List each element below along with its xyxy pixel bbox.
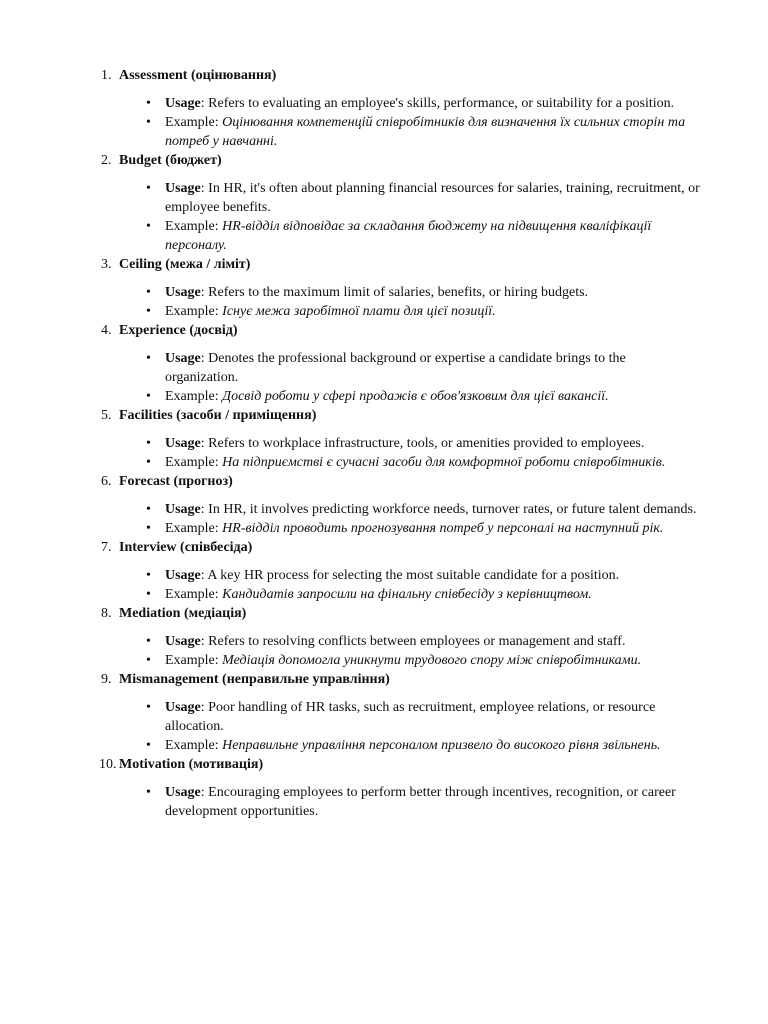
term-details xyxy=(0,558,768,604)
usage-label: Usage xyxy=(165,351,201,366)
usage-label: Usage xyxy=(165,568,201,583)
term-item xyxy=(0,66,768,151)
usage-separator: : xyxy=(200,502,209,517)
example-bullet xyxy=(0,651,768,670)
usage-label: Usage xyxy=(165,785,201,800)
term-number: 1. xyxy=(101,68,112,83)
term-heading xyxy=(0,406,768,426)
term-details xyxy=(0,690,768,755)
term-number: 10. xyxy=(99,757,117,772)
usage-separator: : xyxy=(200,700,209,715)
term-item xyxy=(0,472,768,538)
usage-text: Encouraging employees to perform better through incentives, recognition, or career development opportunities. xyxy=(165,785,676,819)
term-details xyxy=(0,426,768,472)
usage-text: A key HR process for selecting the most suitable candidate for a position. xyxy=(207,568,620,583)
usage-label: Usage xyxy=(165,502,201,517)
term-item xyxy=(0,406,768,472)
usage-text: Poor handling of HR tasks, such as recruitment, employee relations, or resource allocation. xyxy=(165,700,656,734)
example-bullet xyxy=(0,113,768,151)
term-title: Budget (бюджет) xyxy=(119,153,222,168)
example-label: Example: xyxy=(165,389,223,404)
example-bullet xyxy=(0,736,768,755)
usage-separator: : xyxy=(200,96,209,111)
term-number: 4. xyxy=(101,323,112,338)
term-details xyxy=(0,86,768,151)
term-details xyxy=(0,171,768,255)
usage-label: Usage xyxy=(165,181,201,196)
usage-separator: : xyxy=(200,568,208,583)
term-item xyxy=(0,151,768,255)
term-number: 3. xyxy=(101,257,112,272)
example-text: Медіація допомогла уникнути трудового спору між співробітниками. xyxy=(222,653,642,668)
usage-text: Denotes the professional background or expertise a candidate brings to the organization. xyxy=(165,351,626,385)
example-text: Неправильне управління персоналом призвело до високого рівня звільнень. xyxy=(222,738,661,753)
term-number: 9. xyxy=(101,672,112,687)
term-title: Interview (співбесіда) xyxy=(119,540,253,555)
usage-bullet xyxy=(0,349,768,387)
usage-text: In HR, it involves predicting workforce needs, turnover rates, or future talent demands. xyxy=(208,502,697,517)
term-heading xyxy=(0,604,768,624)
example-bullet xyxy=(0,387,768,406)
term-item xyxy=(0,321,768,406)
term-title: Mismanagement (неправильне управління) xyxy=(119,672,390,687)
usage-text: In HR, it's often about planning financial resources for salaries, training, recruitment, or employee benefits. xyxy=(165,181,700,215)
term-heading xyxy=(0,755,768,775)
example-label: Example: xyxy=(165,653,223,668)
term-details xyxy=(0,624,768,670)
usage-separator: : xyxy=(200,436,209,451)
term-title: Assessment (оцінювання) xyxy=(119,68,277,83)
example-label: Example: xyxy=(165,738,223,753)
term-heading xyxy=(0,66,768,86)
term-number: 2. xyxy=(101,153,112,168)
example-label: Example: xyxy=(165,115,223,130)
example-bullet xyxy=(0,217,768,255)
usage-bullet xyxy=(0,783,768,821)
term-title: Mediation (медіація) xyxy=(119,606,247,621)
usage-separator: : xyxy=(200,785,209,800)
term-heading xyxy=(0,538,768,558)
term-number: 8. xyxy=(101,606,112,621)
term-title: Motivation (мотивація) xyxy=(119,757,264,772)
usage-bullet xyxy=(0,566,768,585)
term-heading xyxy=(0,472,768,492)
example-text: Оцінювання компетенцій співробітників для визначення їх сильних сторін та потреб у навчанні. xyxy=(165,115,686,149)
usage-separator: : xyxy=(200,285,209,300)
term-heading xyxy=(0,321,768,341)
term-heading xyxy=(0,670,768,690)
usage-label: Usage xyxy=(165,96,201,111)
term-details xyxy=(0,775,768,821)
term-list xyxy=(0,66,768,821)
term-item xyxy=(0,604,768,670)
term-details xyxy=(0,275,768,321)
term-title: Experience (досвід) xyxy=(119,323,238,338)
term-item xyxy=(0,670,768,755)
term-title: Facilities (засоби / приміщення) xyxy=(119,408,317,423)
usage-label: Usage xyxy=(165,700,201,715)
term-title: Forecast (прогноз) xyxy=(119,474,233,489)
usage-text: Refers to the maximum limit of salaries, benefits, or hiring budgets. xyxy=(208,285,589,300)
example-label: Example: xyxy=(165,219,223,234)
term-item xyxy=(0,255,768,321)
term-number: 5. xyxy=(101,408,112,423)
usage-separator: : xyxy=(200,181,209,196)
example-text: Існує межа заробітної плати для цієї позиції. xyxy=(222,304,496,319)
example-label: Example: xyxy=(165,304,223,319)
usage-bullet xyxy=(0,94,768,113)
example-label: Example: xyxy=(165,521,223,536)
usage-text: Refers to workplace infrastructure, tools, or amenities provided to employees. xyxy=(208,436,645,451)
usage-separator: : xyxy=(200,634,209,649)
usage-text: Refers to resolving conflicts between employees or management and staff. xyxy=(208,634,626,649)
usage-bullet xyxy=(0,283,768,302)
term-number: 6. xyxy=(101,474,112,489)
usage-bullet xyxy=(0,632,768,651)
usage-bullet xyxy=(0,500,768,519)
example-bullet xyxy=(0,585,768,604)
example-bullet xyxy=(0,453,768,472)
usage-label: Usage xyxy=(165,634,201,649)
usage-separator: : xyxy=(200,351,209,366)
usage-bullet xyxy=(0,698,768,736)
term-title: Ceiling (межа / ліміт) xyxy=(119,257,251,272)
term-item xyxy=(0,538,768,604)
term-heading xyxy=(0,255,768,275)
example-bullet xyxy=(0,302,768,321)
example-bullet xyxy=(0,519,768,538)
term-number: 7. xyxy=(101,540,112,555)
usage-text: Refers to evaluating an employee's skills, performance, or suitability for a position. xyxy=(208,96,675,111)
example-label: Example: xyxy=(165,587,223,602)
example-text: Кандидатів запросили на фінальну співбесіду з керівництвом. xyxy=(222,587,592,602)
term-heading xyxy=(0,151,768,171)
example-text: На підприємстві є сучасні засоби для комфортної роботи співробітників. xyxy=(222,455,666,470)
example-text: HR-відділ відповідає за складання бюджету на підвищення кваліфікації персоналу. xyxy=(165,219,652,253)
usage-bullet xyxy=(0,179,768,217)
example-text: HR-відділ проводить прогнозування потреб у персоналі на наступний рік. xyxy=(222,521,664,536)
example-label: Example: xyxy=(165,455,223,470)
term-details xyxy=(0,341,768,406)
term-details xyxy=(0,492,768,538)
usage-bullet xyxy=(0,434,768,453)
usage-label: Usage xyxy=(165,436,201,451)
example-text: Досвід роботи у сфері продажів є обов'язковим для цієї вакансії. xyxy=(222,389,609,404)
term-item xyxy=(0,755,768,821)
usage-label: Usage xyxy=(165,285,201,300)
